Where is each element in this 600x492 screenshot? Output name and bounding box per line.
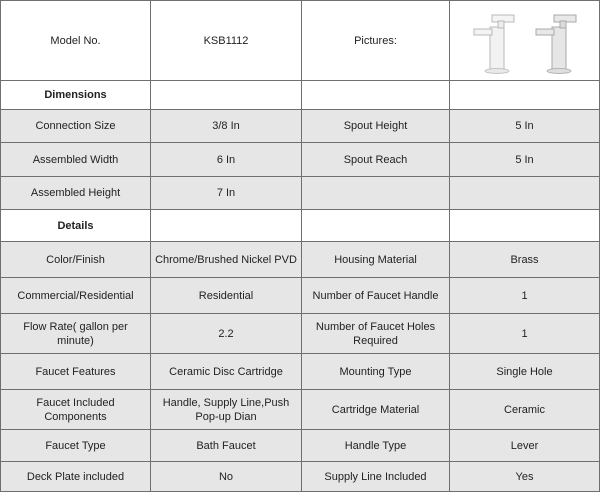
commercial-residential-value: Residential: [151, 278, 302, 314]
connection-size-label: Connection Size: [1, 110, 151, 143]
faucet-holes-value: 1: [450, 314, 600, 354]
cartridge-material-value: Ceramic: [450, 390, 600, 430]
empty-cell: [450, 210, 600, 242]
table-row: [1, 177, 600, 210]
faucet-type-label: Faucet Type: [1, 430, 151, 462]
header-row: [1, 1, 600, 81]
assembled-width-value: 6 In: [151, 143, 302, 177]
spout-reach-label: Spout Reach: [302, 143, 450, 177]
faucet-holes-label: Number of Faucet Holes Required: [302, 314, 450, 354]
faucet-chrome-image: [468, 7, 520, 75]
assembled-height-label: Assembled Height: [1, 177, 151, 210]
empty-cell: [450, 81, 600, 110]
empty-cell: [302, 210, 450, 242]
flow-rate-label: Flow Rate( gallon per minute): [1, 314, 151, 354]
spout-height-value: 5 In: [450, 110, 600, 143]
table-row: [1, 110, 600, 143]
included-components-value: Handle, Supply Line,Push Pop-up Dian: [151, 390, 302, 430]
pictures-cell: [450, 1, 600, 81]
details-section-row: [1, 210, 600, 242]
model-label: Model No.: [1, 1, 151, 81]
commercial-residential-label: Commercial/Residential: [1, 278, 151, 314]
color-finish-label: Color/Finish: [1, 242, 151, 278]
details-heading: Details: [1, 210, 151, 242]
assembled-height-value: 7 In: [151, 177, 302, 210]
empty-cell: [151, 81, 302, 110]
housing-material-value: Brass: [450, 242, 600, 278]
included-components-label: Faucet Included Components: [1, 390, 151, 430]
supply-line-value: Yes: [450, 462, 600, 492]
connection-size-value: 3/8 In: [151, 110, 302, 143]
faucet-features-label: Faucet Features: [1, 354, 151, 390]
empty-cell: [302, 81, 450, 110]
spout-reach-value: 5 In: [450, 143, 600, 177]
table-row: [1, 143, 600, 177]
handle-type-label: Handle Type: [302, 430, 450, 462]
cartridge-material-label: Cartridge Material: [302, 390, 450, 430]
mounting-type-label: Mounting Type: [302, 354, 450, 390]
housing-material-label: Housing Material: [302, 242, 450, 278]
handle-type-value: Lever: [450, 430, 600, 462]
faucet-features-value: Ceramic Disc Cartridge: [151, 354, 302, 390]
assembled-width-label: Assembled Width: [1, 143, 151, 177]
empty-cell: [302, 177, 450, 210]
model-value: KSB1112: [151, 1, 302, 81]
faucet-type-value: Bath Faucet: [151, 430, 302, 462]
faucet-handle-count-label: Number of Faucet Handle: [302, 278, 450, 314]
table-row: [1, 314, 600, 354]
color-finish-value: Chrome/Brushed Nickel PVD: [151, 242, 302, 278]
deck-plate-value: No: [151, 462, 302, 492]
faucet-handle-count-value: 1: [450, 278, 600, 314]
table-row: [1, 390, 600, 430]
table-row: [1, 278, 600, 314]
table-row: [1, 430, 600, 462]
pictures-label: Pictures:: [302, 1, 450, 81]
supply-line-label: Supply Line Included: [302, 462, 450, 492]
empty-cell: [450, 177, 600, 210]
table-row: [1, 354, 600, 390]
deck-plate-label: Deck Plate included: [1, 462, 151, 492]
mounting-type-value: Single Hole: [450, 354, 600, 390]
spout-height-label: Spout Height: [302, 110, 450, 143]
faucet-images: [453, 7, 596, 75]
faucet-nickel-image: [530, 7, 582, 75]
dimensions-section-row: [1, 81, 600, 110]
table-row: [1, 462, 600, 492]
flow-rate-value: 2.2: [151, 314, 302, 354]
empty-cell: [151, 210, 302, 242]
table-row: [1, 242, 600, 278]
dimensions-heading: Dimensions: [1, 81, 151, 110]
